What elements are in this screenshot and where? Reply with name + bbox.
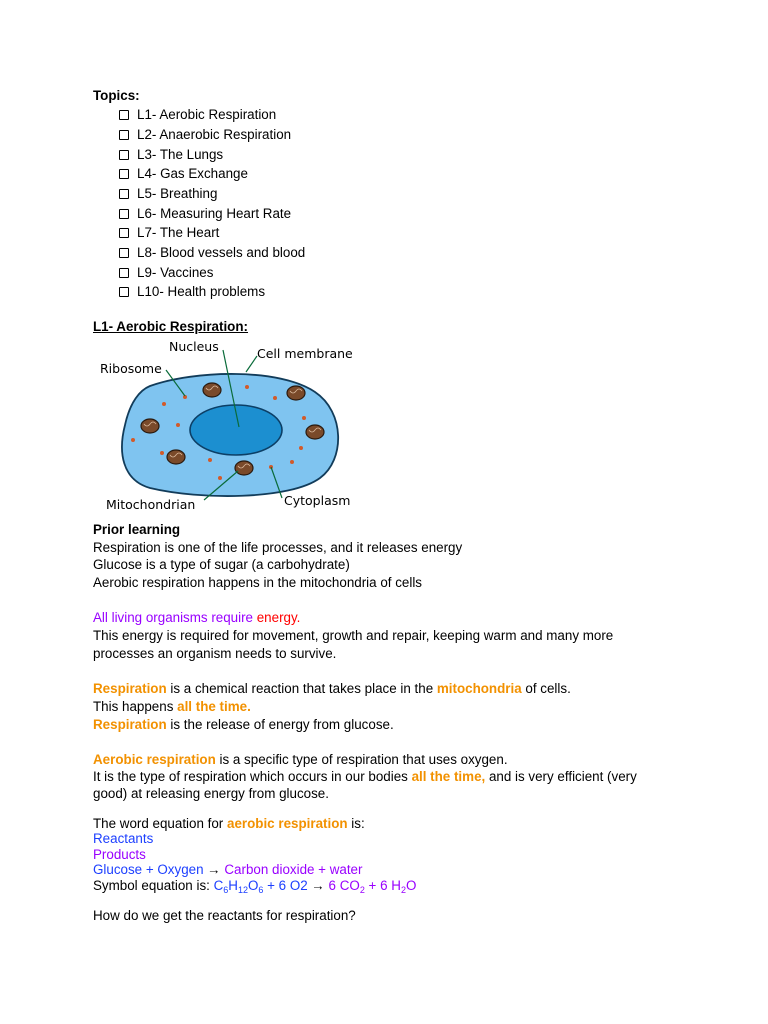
text: Symbol equation is: xyxy=(93,878,214,893)
word-products: Carbon dioxide + water xyxy=(224,862,363,877)
arrow: → xyxy=(307,878,329,893)
text: This happens xyxy=(93,699,178,714)
prior-line-1: Respiration is one of the life processes, and it releases energy xyxy=(93,540,463,555)
checkbox[interactable] xyxy=(119,189,129,199)
topic-label: L3- The Lungs xyxy=(137,147,224,162)
checkbox[interactable] xyxy=(119,150,129,160)
products-label: Products xyxy=(93,847,146,862)
text: is a chemical reaction that takes place in the xyxy=(166,681,437,696)
prior-learning-heading: Prior learning xyxy=(93,522,181,537)
question-text: How do we get the reactants for respiration? xyxy=(93,908,356,923)
energy-line-1 xyxy=(93,609,300,626)
aerobic-line-3: good) at releasing energy from glucose. xyxy=(93,786,329,801)
aerobic-line-2 xyxy=(93,768,637,785)
keyword-all-the-time: all the time, xyxy=(411,769,486,784)
keyword-respiration: Respiration xyxy=(93,717,167,732)
respiration-line-1 xyxy=(93,680,571,697)
text: of cells. xyxy=(521,681,571,696)
cell-membrane-label: Cell membrane xyxy=(257,346,353,361)
topic-item[interactable] xyxy=(119,245,305,260)
checkbox[interactable] xyxy=(119,110,129,120)
aerobic-line-1 xyxy=(93,751,508,768)
checkbox[interactable] xyxy=(119,287,129,297)
topic-item[interactable] xyxy=(119,225,219,240)
topic-label: L9- Vaccines xyxy=(137,265,214,280)
keyword-all-the-time: all the time. xyxy=(177,699,251,714)
reactants-label: Reactants xyxy=(93,831,154,846)
respiration-line-2 xyxy=(93,698,251,715)
checkbox[interactable] xyxy=(119,228,129,238)
arrow: → xyxy=(203,862,225,877)
text: is: xyxy=(347,816,365,831)
text: is a specific type of respiration that uses oxygen. xyxy=(215,752,508,767)
checkbox[interactable] xyxy=(119,209,129,219)
topic-label: L4- Gas Exchange xyxy=(137,166,248,181)
symbol-products: 6 $CO_2 + 6$ $H_2O$ xyxy=(328,878,417,895)
keyword-aerobic-respiration: Aerobic respiration xyxy=(93,752,216,767)
cytoplasm-label: Cytoplasm xyxy=(284,493,351,508)
word-reactants: Glucose + Oxygen xyxy=(93,862,204,877)
topic-label: L8- Blood vessels and blood xyxy=(137,245,306,260)
topic-item[interactable] xyxy=(119,127,291,142)
topic-item[interactable] xyxy=(119,166,248,181)
energy-line-3: processes an organism needs to survive. xyxy=(93,646,337,661)
text: The word equation for xyxy=(93,816,227,831)
ribosome-label: Ribosome xyxy=(100,361,162,376)
energy-text-a: All living organisms require xyxy=(93,610,257,625)
topic-label: L10- Health problems xyxy=(137,284,266,299)
mitochondrian-label: Mitochondrian xyxy=(106,497,196,512)
checkbox[interactable] xyxy=(119,169,129,179)
text: It is the type of respiration which occurs in our bodies xyxy=(93,769,412,784)
energy-keyword: energy. xyxy=(256,610,301,625)
text: and is very efficient (very xyxy=(485,769,637,784)
respiration-line-3 xyxy=(93,716,394,733)
topic-item[interactable] xyxy=(119,186,217,201)
checkbox[interactable] xyxy=(119,130,129,140)
section-heading: L1- Aerobic Respiration: xyxy=(93,319,249,334)
text: is the release of energy from glucose. xyxy=(166,717,394,732)
topic-item[interactable] xyxy=(119,265,213,280)
topic-label: L1- Aerobic Respiration xyxy=(137,107,277,122)
topic-item[interactable] xyxy=(119,147,223,162)
topic-item[interactable] xyxy=(119,206,291,221)
topics-heading: Topics: xyxy=(93,88,140,103)
symbol-equation xyxy=(93,877,416,894)
energy-line-2: This energy is required for movement, growth and repair, keeping warm and many more xyxy=(93,628,614,643)
topic-item[interactable] xyxy=(119,107,276,122)
topic-label: L7- The Heart xyxy=(137,225,220,240)
symbol-reactants: $C_6H_{12}O_6 + 6$ O2 xyxy=(213,878,308,895)
checkbox[interactable] xyxy=(119,248,129,258)
word-equation xyxy=(93,861,362,878)
topic-label: L6- Measuring Heart Rate xyxy=(137,206,292,221)
keyword-respiration: Respiration xyxy=(93,681,167,696)
keyword-mitochondria: mitochondria xyxy=(436,681,522,696)
prior-line-2: Glucose is a type of sugar (a carbohydrate) xyxy=(93,557,350,572)
topic-label: L5- Breathing xyxy=(137,186,218,201)
checkbox[interactable] xyxy=(119,268,129,278)
topic-item[interactable] xyxy=(119,284,265,299)
prior-line-3: Aerobic respiration happens in the mitochondria of cells xyxy=(93,575,422,590)
topic-label: L2- Anaerobic Respiration xyxy=(137,127,292,142)
nucleus-label: Nucleus xyxy=(169,339,219,354)
keyword-aerobic-respiration: aerobic respiration xyxy=(227,816,348,831)
